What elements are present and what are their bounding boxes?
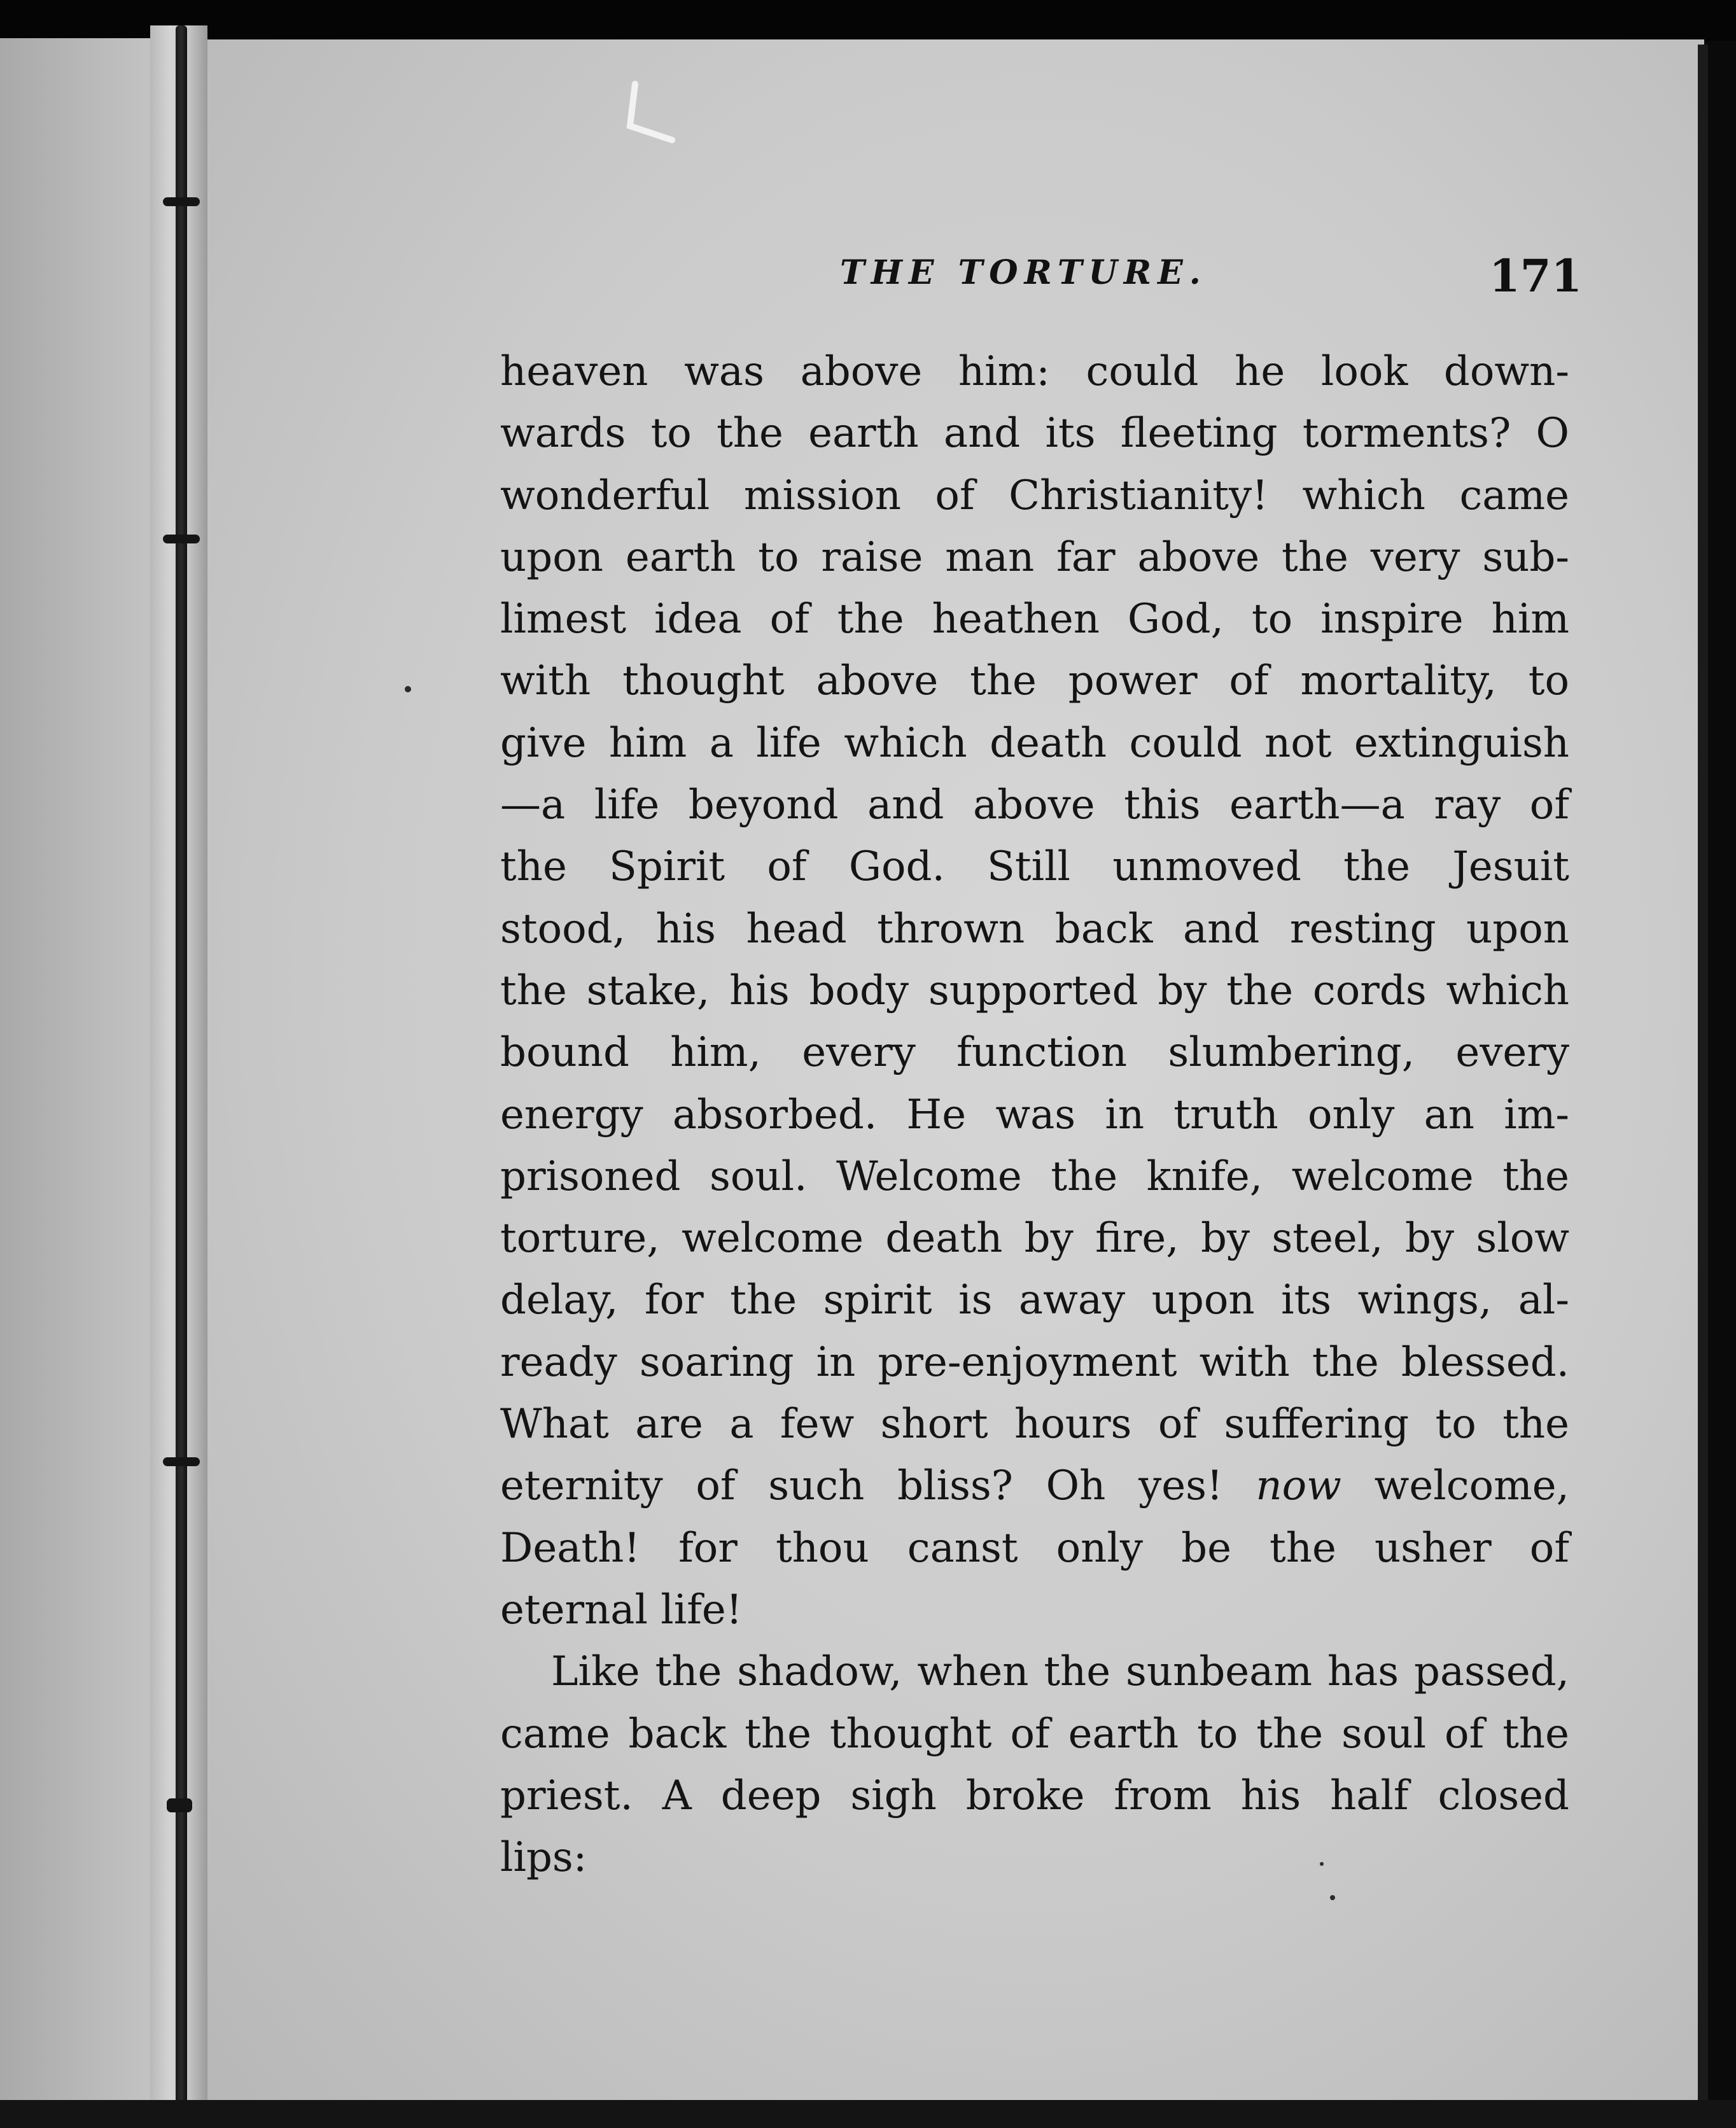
italic-word: now: [1256, 1462, 1341, 1510]
text-line: with thought above the power of mortality, to: [500, 657, 1569, 705]
text-line: —a life beyond and above this earth—a ray of: [500, 781, 1569, 829]
text-line: wonderful mission of Christianity! which came: [500, 472, 1569, 519]
text-line: What are a few short hours of suffering to the: [500, 1401, 1569, 1448]
binding-stitch: [163, 535, 200, 543]
text-line: limest idea of the heathen God, to inspire him: [500, 596, 1569, 643]
text-line: give him a life which death could not extinguish: [500, 719, 1569, 767]
body-text: [500, 341, 1569, 1889]
text-line: bound him, every function slumbering, every: [500, 1029, 1569, 1077]
text-line: upon earth to raise man far above the very sub-: [500, 533, 1569, 581]
running-head: THE TORTURE.: [840, 253, 1207, 292]
text-segment: welcome,: [1341, 1462, 1570, 1510]
text-line: came back the thought of earth to the soul of the: [500, 1710, 1569, 1758]
text-line: the Spirit of God. Still unmoved the Jesuit: [500, 843, 1569, 891]
paper-speck: [1330, 1895, 1335, 1900]
binding-stitch: [167, 1798, 192, 1812]
text-line: ready soaring in pre-enjoyment with the blessed.: [500, 1338, 1569, 1386]
binding-stitch: [163, 1457, 200, 1466]
text-segment: eternity of such bliss? Oh yes!: [500, 1462, 1256, 1510]
text-line-with-italic: [500, 1455, 1569, 1517]
text-line: the stake, his body supported by the cords which: [500, 967, 1569, 1014]
text-line: energy absorbed. He was in truth only an im-: [500, 1091, 1569, 1138]
text-line: prisoned soul. Welcome the knife, welcome the: [500, 1152, 1569, 1200]
text-line: eternal life!: [500, 1586, 743, 1634]
pencil-mark-icon: [624, 76, 681, 146]
page-right-edge-shadow: [1698, 45, 1708, 2106]
text-line: delay, for the spirit is away upon its wings, al-: [500, 1277, 1569, 1324]
text-line: lips:: [500, 1834, 587, 1882]
text-line: wards to the earth and its fleeting torments? O: [500, 410, 1569, 458]
paper-speck: [405, 686, 411, 692]
text-line: stood, his head thrown back and resting upon: [500, 905, 1569, 953]
text-line: priest. A deep sigh broke from his half closed: [500, 1772, 1569, 1819]
binding-stitch: [163, 197, 200, 206]
scan-bottom-border: [0, 2100, 1736, 2128]
text-line: torture, welcome death by fire, by steel, by slow: [500, 1215, 1569, 1263]
text-line: Death! for thou canst only be the usher of: [500, 1524, 1569, 1572]
text-line: Like the shadow, when the sunbeam has passed,: [551, 1648, 1569, 1696]
spine-shadow: [176, 25, 187, 2106]
text-line: heaven was above him: could he look down-: [500, 348, 1569, 395]
page-number: 171: [1489, 249, 1583, 302]
scan-top-border: [0, 0, 1736, 41]
